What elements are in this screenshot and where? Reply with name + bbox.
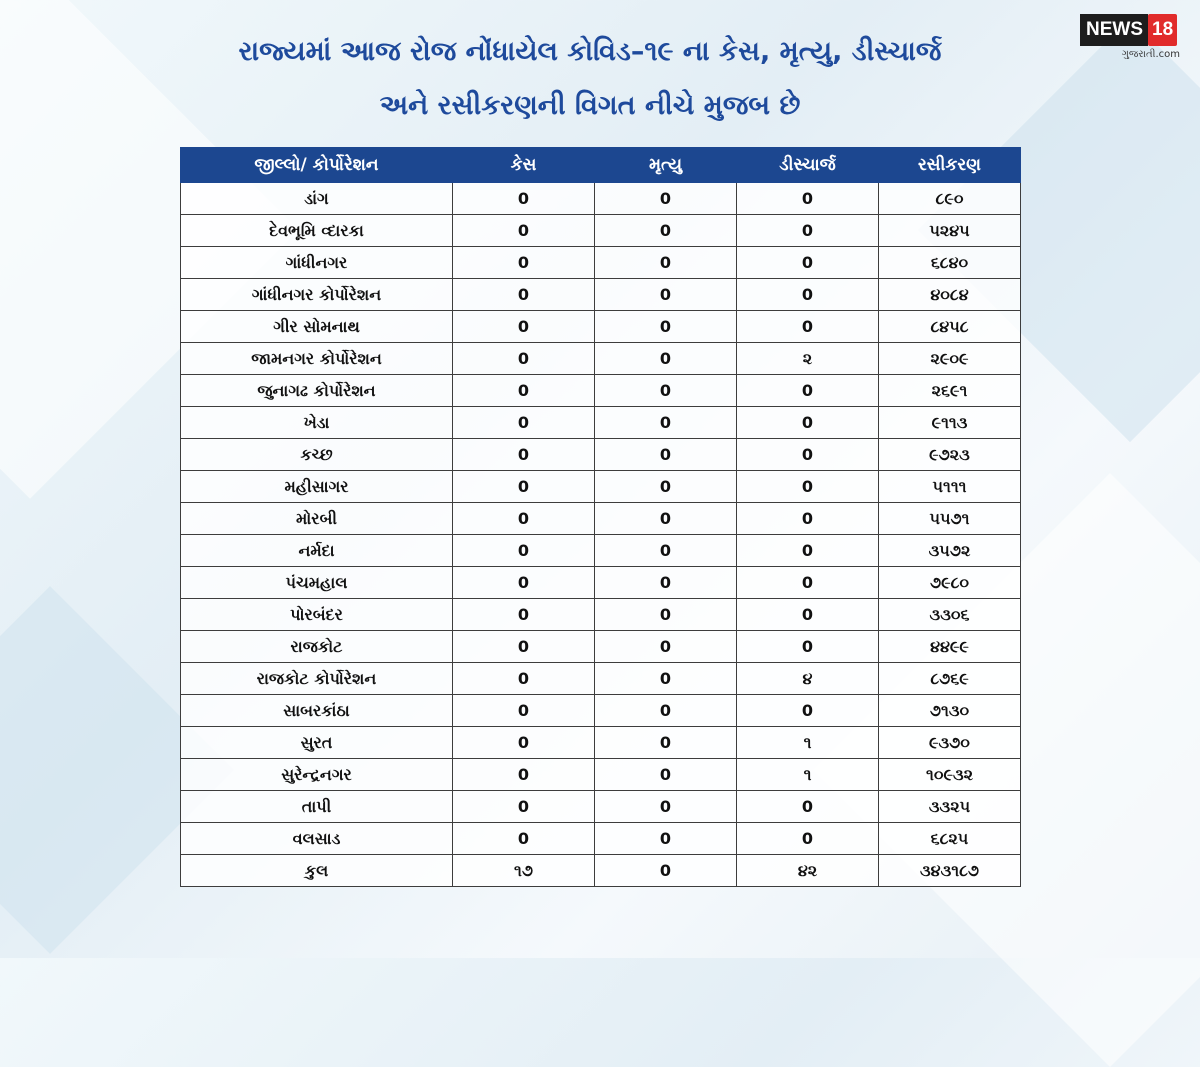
district-cell: મોરબી (181, 503, 453, 535)
table-row (181, 407, 1021, 439)
cases-cell: 0 (453, 407, 595, 439)
deaths-cell: 0 (595, 567, 737, 599)
cases-cell: 0 (453, 727, 595, 759)
vaccination-cell: ૭૯૮૦ (879, 567, 1021, 599)
deaths-cell: 0 (595, 503, 737, 535)
table-row (181, 183, 1021, 215)
table-row (181, 343, 1021, 375)
deaths-cell: 0 (595, 375, 737, 407)
district-cell: ગાંધીનગર (181, 247, 453, 279)
vaccination-cell: ૫૧૧૧ (879, 471, 1021, 503)
cases-cell: 0 (453, 535, 595, 567)
cases-cell: 0 (453, 279, 595, 311)
table-row (181, 727, 1021, 759)
table-row (181, 663, 1021, 695)
table-row (181, 439, 1021, 471)
cases-cell: 0 (453, 439, 595, 471)
headline-line-1: રાજ્યમાં આજ રોજ નોંધાયેલ કોવિડ–૧૯ ના કેસ, મૃત્યુ, ડીસ્ચાર્જ (238, 36, 942, 67)
deaths-cell: 0 (595, 791, 737, 823)
discharge-cell: 0 (737, 823, 879, 855)
total-district-cell: કુલ (181, 855, 453, 887)
district-cell: ગાંધીનગર કોર્પોરેશન (181, 279, 453, 311)
vaccination-cell: ૭૧૩૦ (879, 695, 1021, 727)
deaths-cell: 0 (595, 759, 737, 791)
cases-cell: 0 (453, 311, 595, 343)
table-row (181, 471, 1021, 503)
cases-cell: 0 (453, 599, 595, 631)
vaccination-cell: ૯૧૧૩ (879, 407, 1021, 439)
column-header-deaths: મૃત્યુ (595, 148, 737, 183)
district-cell: સાબરકાંઠા (181, 695, 453, 727)
vaccination-cell: ૪૦૮૪ (879, 279, 1021, 311)
discharge-cell: 0 (737, 407, 879, 439)
district-cell: નર્મદા (181, 535, 453, 567)
table-row (181, 823, 1021, 855)
discharge-cell: 0 (737, 695, 879, 727)
cases-cell: 0 (453, 375, 595, 407)
cases-cell: 0 (453, 759, 595, 791)
discharge-cell: ૧ (737, 759, 879, 791)
cases-cell: 0 (453, 343, 595, 375)
deaths-cell: 0 (595, 695, 737, 727)
cases-cell: 0 (453, 631, 595, 663)
cases-cell: 0 (453, 215, 595, 247)
table-row (181, 375, 1021, 407)
table-row (181, 247, 1021, 279)
vaccination-cell: ૬૮૨૫ (879, 823, 1021, 855)
vaccination-cell: ૮૭૬૯ (879, 663, 1021, 695)
discharge-cell: ૪ (737, 663, 879, 695)
total-cases-cell: ૧૭ (453, 855, 595, 887)
deaths-cell: 0 (595, 599, 737, 631)
deaths-cell: 0 (595, 631, 737, 663)
vaccination-cell: ૩૩૨૫ (879, 791, 1021, 823)
discharge-cell: ૨ (737, 343, 879, 375)
district-cell: પોરબંદર (181, 599, 453, 631)
vaccination-cell: ૯૩૭૦ (879, 727, 1021, 759)
total-row (181, 855, 1021, 887)
discharge-cell: 0 (737, 279, 879, 311)
table-header-row (181, 148, 1021, 183)
vaccination-cell: ૯૭૨૩ (879, 439, 1021, 471)
discharge-cell: 0 (737, 215, 879, 247)
deaths-cell: 0 (595, 727, 737, 759)
cases-cell: 0 (453, 503, 595, 535)
column-header-vaccination: રસીકરણ (879, 148, 1021, 183)
district-cell: કચ્છ (181, 439, 453, 471)
column-header-cases: કેસ (453, 148, 595, 183)
district-cell: જામનગર કોર્પોરેશન (181, 343, 453, 375)
deaths-cell: 0 (595, 535, 737, 567)
district-cell: તાપી (181, 791, 453, 823)
district-cell: દેવભૂમિ વ્દારકા (181, 215, 453, 247)
discharge-cell: 0 (737, 439, 879, 471)
discharge-cell: 0 (737, 247, 879, 279)
discharge-cell: 0 (737, 791, 879, 823)
district-cell: વલસાડ (181, 823, 453, 855)
cases-cell: 0 (453, 471, 595, 503)
vaccination-cell: ૪૪૯૯ (879, 631, 1021, 663)
district-cell: રાજકોટ (181, 631, 453, 663)
discharge-cell: 0 (737, 599, 879, 631)
district-cell: સુરેન્દ્રનગર (181, 759, 453, 791)
deaths-cell: 0 (595, 183, 737, 215)
column-header-discharge: ડીસ્ચાર્જ (737, 148, 879, 183)
column-header-district: જીલ્લો/ કોર્પોરેશન (181, 148, 453, 183)
vaccination-cell: ૮૪૫૮ (879, 311, 1021, 343)
discharge-cell: 0 (737, 535, 879, 567)
table-row (181, 503, 1021, 535)
logo-news-text: NEWS (1080, 14, 1148, 46)
table-row (181, 695, 1021, 727)
deaths-cell: 0 (595, 471, 737, 503)
discharge-cell: ૧ (737, 727, 879, 759)
district-cell: ડાંગ (181, 183, 453, 215)
table-row (181, 535, 1021, 567)
news18-logo (1080, 14, 1184, 70)
discharge-cell: 0 (737, 311, 879, 343)
discharge-cell: 0 (737, 375, 879, 407)
discharge-cell: 0 (737, 183, 879, 215)
vaccination-cell: ૬૮૪૦ (879, 247, 1021, 279)
deaths-cell: 0 (595, 343, 737, 375)
discharge-cell: 0 (737, 567, 879, 599)
total-vaccination-cell: ૩૪૩૧૮૭ (879, 855, 1021, 887)
total-deaths-cell: 0 (595, 855, 737, 887)
table-row (181, 631, 1021, 663)
discharge-cell: 0 (737, 471, 879, 503)
cases-cell: 0 (453, 663, 595, 695)
cases-cell: 0 (453, 567, 595, 599)
district-cell: ગીર સોમનાથ (181, 311, 453, 343)
cases-cell: 0 (453, 791, 595, 823)
table-row (181, 759, 1021, 791)
vaccination-cell: ૨૬૯૧ (879, 375, 1021, 407)
district-cell: રાજકોટ કોર્પોરેશન (181, 663, 453, 695)
district-cell: પંચમહાલ (181, 567, 453, 599)
vaccination-cell: ૩૫૭૨ (879, 535, 1021, 567)
cases-cell: 0 (453, 183, 595, 215)
deaths-cell: 0 (595, 823, 737, 855)
district-cell: મહીસાગર (181, 471, 453, 503)
deaths-cell: 0 (595, 215, 737, 247)
deaths-cell: 0 (595, 407, 737, 439)
district-cell: જુનાગઢ કોર્પોરેશન (181, 375, 453, 407)
cases-cell: 0 (453, 695, 595, 727)
vaccination-cell: ૫૨૪૫ (879, 215, 1021, 247)
cases-cell: 0 (453, 823, 595, 855)
table-row (181, 599, 1021, 631)
district-cell: ખેડા (181, 407, 453, 439)
logo-subtitle: ગુજરાતી.com (1121, 49, 1180, 60)
deaths-cell: 0 (595, 247, 737, 279)
deaths-cell: 0 (595, 663, 737, 695)
vaccination-cell: ૧૦૯૩૨ (879, 759, 1021, 791)
vaccination-cell: ૨૯૦૯ (879, 343, 1021, 375)
covid-stats-table (180, 147, 1021, 887)
deaths-cell: 0 (595, 279, 737, 311)
vaccination-cell: ૩૩૦૬ (879, 599, 1021, 631)
cases-cell: 0 (453, 247, 595, 279)
deaths-cell: 0 (595, 311, 737, 343)
discharge-cell: 0 (737, 503, 879, 535)
table-row (181, 791, 1021, 823)
table-row (181, 215, 1021, 247)
headline-line-2: અને રસીકરણની વિગત નીચે મુજબ છે (379, 90, 801, 121)
vaccination-cell: ૮૯૦ (879, 183, 1021, 215)
total-discharge-cell: ૪૨ (737, 855, 879, 887)
district-cell: સુરત (181, 727, 453, 759)
deaths-cell: 0 (595, 439, 737, 471)
logo-number-badge: 18 (1148, 14, 1177, 46)
vaccination-cell: ૫૫૭૧ (879, 503, 1021, 535)
table-row (181, 279, 1021, 311)
table-row (181, 311, 1021, 343)
discharge-cell: 0 (737, 631, 879, 663)
table-row (181, 567, 1021, 599)
